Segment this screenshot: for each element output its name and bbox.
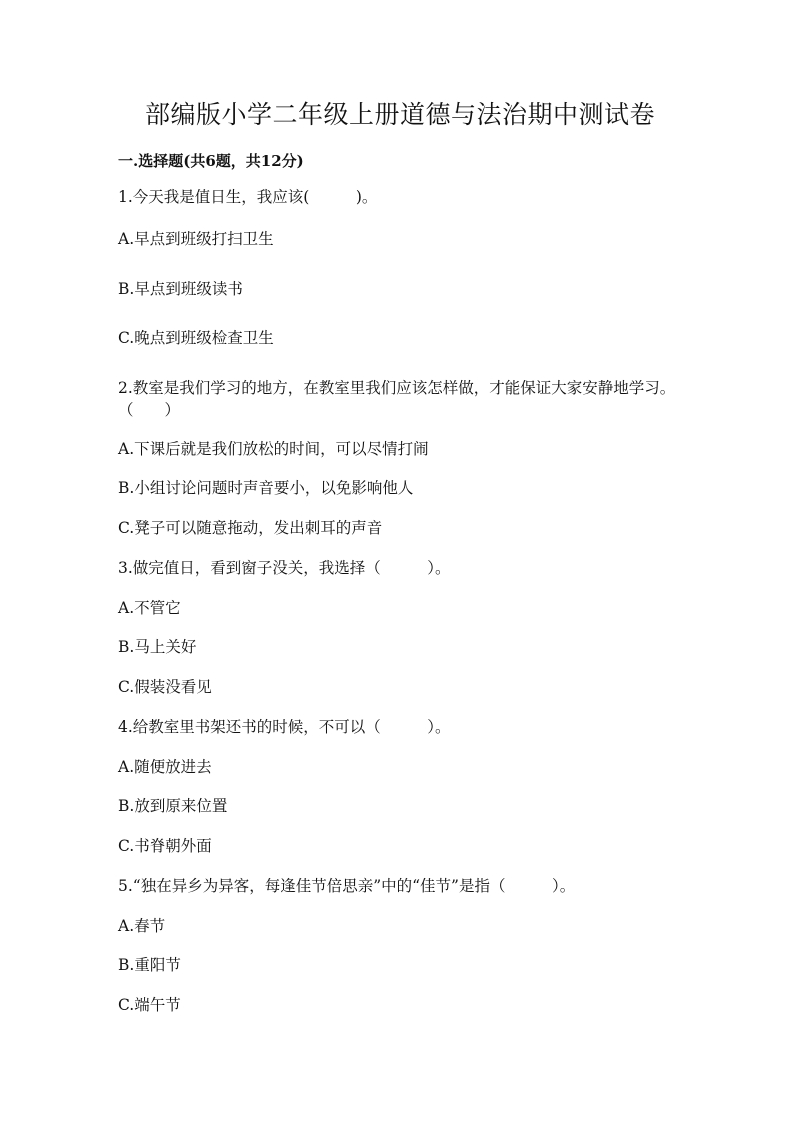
question-4-stem: 4.给教室里书架还书的时候，不可以（ ）。 — [118, 718, 451, 736]
question-5-stem: 5.“独在异乡为异客，每逢佳节倍思亲”中的“佳节”是指（ ）。 — [118, 877, 576, 895]
question-5-option-c: C.端午节 — [118, 996, 181, 1014]
question-2-stem: 2.教室是我们学习的地方，在教室里我们应该怎样做，才能保证大家安静地学习。（ ） — [118, 379, 676, 419]
question-4-option-a: A.随便放进去 — [118, 758, 212, 776]
question-3-stem: 3.做完值日，看到窗子没关，我选择（ ）。 — [118, 559, 451, 577]
question-1-option-a: A.早点到班级打扫卫生 — [118, 230, 274, 248]
section-heading: 一.选择题(共6题，共12分) — [118, 152, 304, 170]
question-2-option-b: B.小组讨论问题时声音要小，以免影响他人 — [118, 479, 414, 497]
question-2-option-a: A.下课后就是我们放松的时间，可以尽情打闹 — [118, 440, 429, 458]
question-3-option-b: B.马上关好 — [118, 638, 197, 656]
question-5-option-a: A.春节 — [118, 917, 166, 935]
question-1-option-b: B.早点到班级读书 — [118, 280, 243, 298]
question-4-option-c: C.书脊朝外面 — [118, 837, 212, 855]
question-1-stem: 1.今天我是值日生，我应该( )。 — [118, 188, 378, 206]
question-2-option-c: C.凳子可以随意拖动，发出刺耳的声音 — [118, 519, 383, 537]
question-4-option-b: B.放到原来位置 — [118, 797, 228, 815]
question-5-option-b: B.重阳节 — [118, 956, 181, 974]
exam-title: 部编版小学二年级上册道德与法治期中测试卷 — [144, 100, 655, 129]
question-1-option-c: C.晚点到班级检查卫生 — [118, 329, 274, 347]
question-3-option-a: A.不管它 — [118, 599, 181, 617]
question-3-option-c: C.假装没看见 — [118, 678, 212, 696]
